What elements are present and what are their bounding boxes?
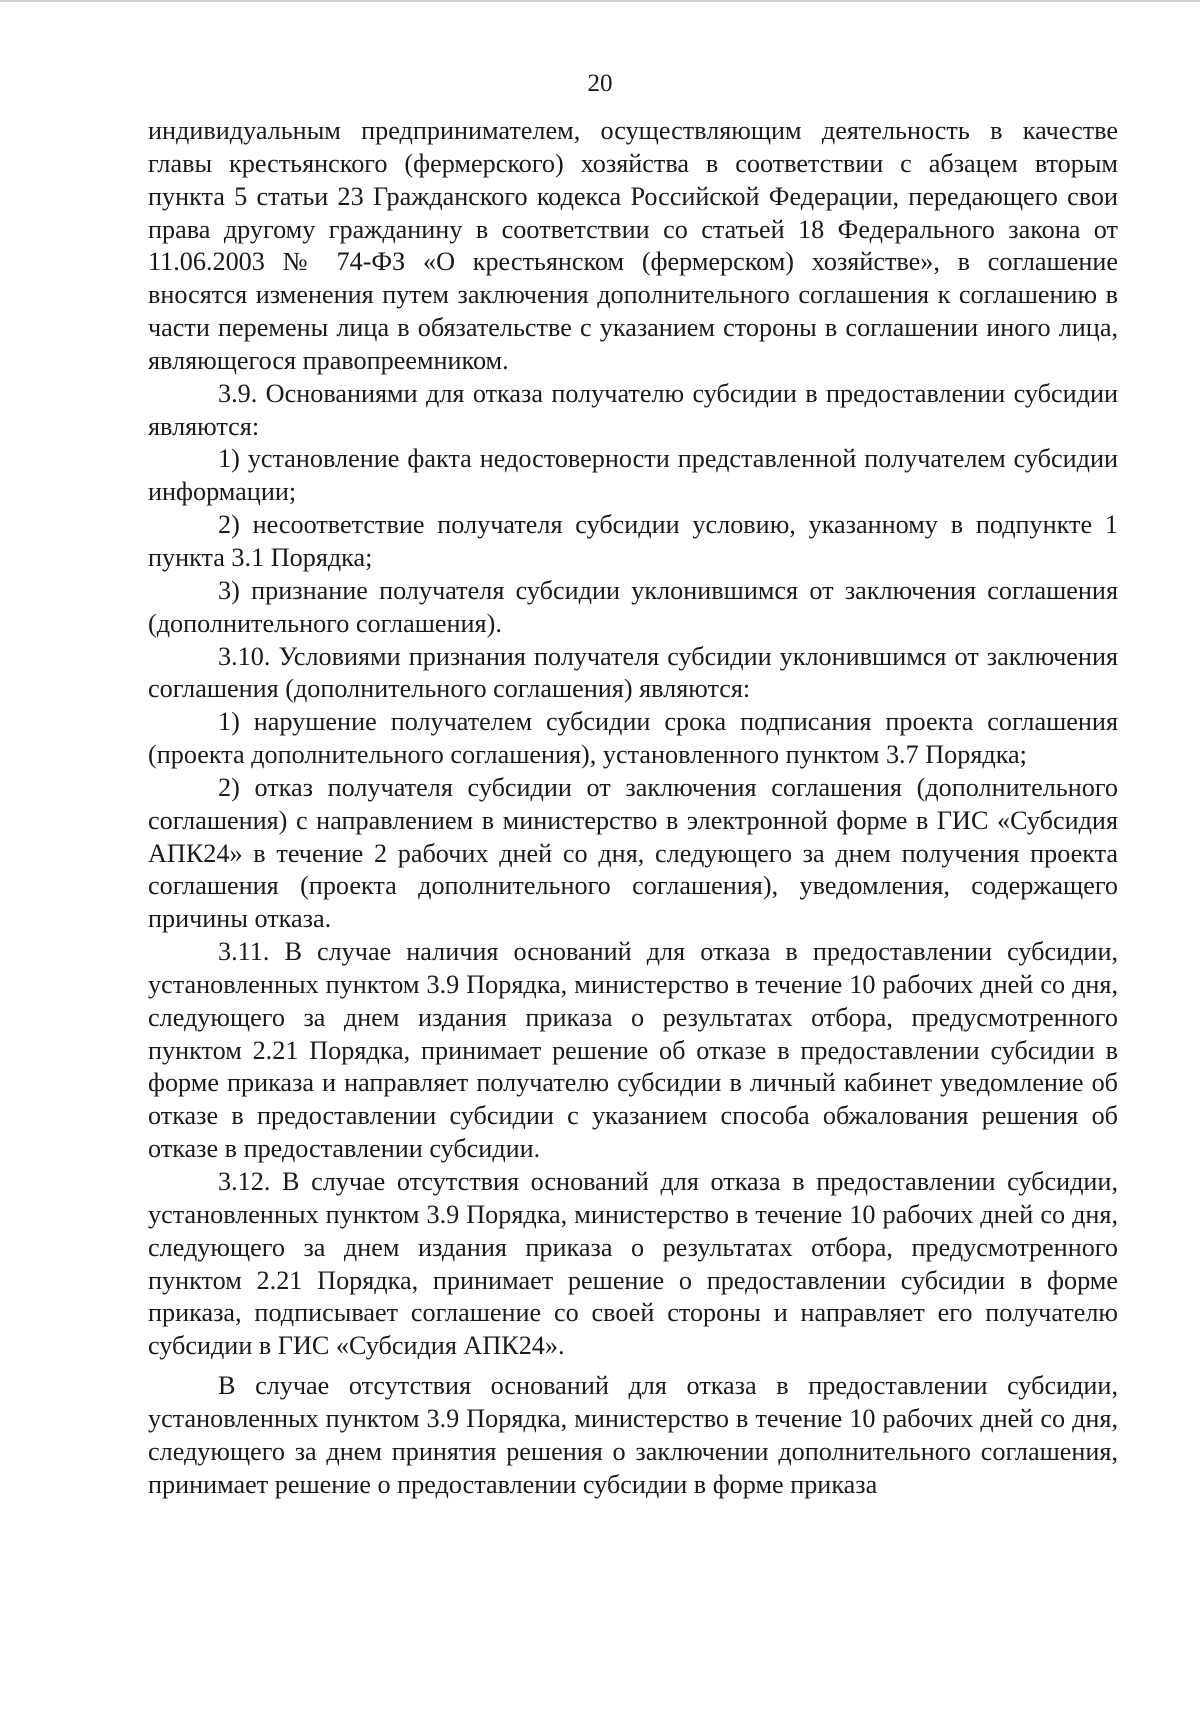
paragraph-3-12-continuation: В случае отсутствия оснований для отказа в предоставлении субсидии, установленных пунктом 3.9 Порядка, министерство в течение 10 рабочих дней со дня, следующего за днем принятия решения о заключении дополнительного соглашения, принимает решение о предоставлении субсидии в форме приказа	[148, 1371, 1118, 1499]
paragraph-3-9-item-1: 1) установление факта недостоверности представленной получателем субсидии информации;	[148, 444, 1118, 507]
page-number: 20	[587, 70, 613, 97]
paragraph-3-9-item-3: 3) признание получателя субсидии уклонившимся от заключения соглашения (дополнительного соглашения).	[148, 575, 1118, 638]
paragraph-3-11: 3.11. В случае наличия оснований для отказа в предоставлении субсидии, установленных пунктом 3.9 Порядка, министерство в течение 10 рабочих дней со дня, следующего за днем издания приказа о результатах отбора, предусмотренного пунктом 2.21 Порядка, принимает решение об отказе в предоставлении субсидии в форме приказа и направляет получателю субсидии в личный кабинет уведомление об отказе в предоставлении субсидии с указанием способа обжалования решения об отказе в предоставлении субсидии.	[148, 937, 1118, 1164]
paragraph-3-9-item-2: 2) несоответствие получателя субсидии условию, указанному в подпункте 1 пункта 3.1 Порядка;	[148, 510, 1118, 572]
paragraph-3-10-item-1: 1) нарушение получателем субсидии срока подписания проекта соглашения (проекта дополнительного соглашения), установленного пунктом 3.7 Порядка;	[148, 707, 1118, 770]
paragraph-3-10-item-2: 2) отказ получателя субсидии от заключения соглашения (дополнительного соглашения) с направлением в министерство в электронной форме в ГИС «Субсидия АПК24» в течение 2 рабочих дней со дня, следующего за днем получения проекта соглашения (проекта дополнительного соглашения), уведомления, содержащего причины отказа.	[148, 772, 1118, 934]
paragraph-3-12: 3.12. В случае отсутствия оснований для отказа в предоставлении субсидии, установленных пунктом 3.9 Порядка, министерство в течение 10 рабочих дней со дня, следующего за днем издания приказа о результатах отбора, предусмотренного пунктом 2.21 Порядка, принимает решение о предоставлении субсидии в форме приказа, подписывает соглашение со своей стороны и направляет его получателю субсидии в ГИС «Субсидия АПК24».	[148, 1167, 1118, 1361]
paragraph-3-10: 3.10. Условиями признания получателя субсидии уклонившимся от заключения соглашения (дополнительного соглашения) являются:	[148, 641, 1118, 704]
paragraph-continuation: индивидуальным предпринимателем, осуществляющим деятельность в качестве главы крестьянского (фермерского) хозяйства в соответствии с абзацем вторым пункта 5 статьи 23 Гражданского кодекса Российской Федерации, передающего свои права другому гражданину в соответствии со статьей 18 Федерального закона от 11.06.2003 № 74-ФЗ «О крестьянском (фермерском) хозяйстве», в соглашение вносятся изменения путем заключения дополнительного соглашения к соглашению в части перемены лица в обязательстве с указанием стороны в соглашении иного лица, являющегося правопреемником.	[148, 116, 1118, 375]
document-body	[148, 115, 1118, 1501]
paragraph-3-9: 3.9. Основаниями для отказа получателю субсидии в предоставлении субсидии являются:	[148, 378, 1118, 441]
